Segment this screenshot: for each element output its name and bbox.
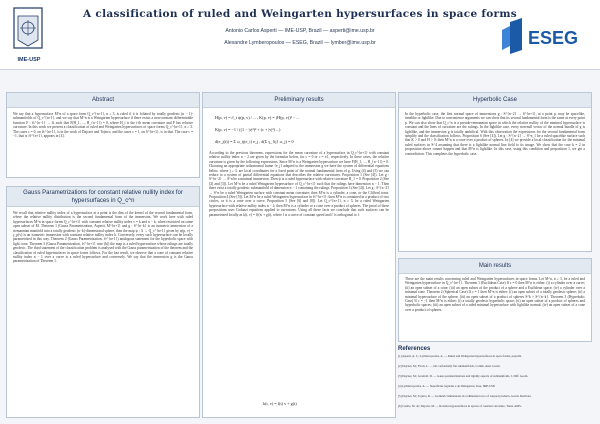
main-results-heading: Main results xyxy=(399,259,591,274)
hyperbolic-heading: Hyperbolic Case xyxy=(399,93,591,108)
preliminary-heading: Preliminary results xyxy=(203,93,395,108)
equation-parametrization: k(t, v) = f(t) v + g(t) xyxy=(263,401,297,406)
reference-item: [3] Dajczer, M.; Gromoll, D. — Gauss parametrizations and rigidity aspects of submanifolds, J. Diff. Geom. xyxy=(398,374,529,378)
poster-header xyxy=(0,0,600,70)
equation-relative-curvature: K(p, v) = −1 / ((1 − |v|²)² + (c + |v|²) ...) xyxy=(215,127,281,132)
author-line-1: Antonio Carlos Asperti — IME-USP, Brazil — asperti@ime.usp.br xyxy=(225,28,375,34)
main-results-panel xyxy=(398,258,592,342)
eseg-logo xyxy=(498,16,588,56)
preliminary-panel xyxy=(202,92,396,418)
abstract-panel xyxy=(6,92,200,178)
references-heading: References xyxy=(398,346,431,352)
reference-item: [5] Dajczer, M.; Tojeiro, R. — Isometric immersions in codimension two of warped products, Geom. Dedicata. xyxy=(398,394,532,398)
ime-usp-caption: IME-USP xyxy=(17,57,41,63)
equation-frame-system: d(e_j(t)) = Σ ω_ij(e_i) e_j , d(Σ γ_{ij} ω_j) = 0 xyxy=(215,139,294,144)
reference-item: [6] Carmo, M. do; Dajczer, M. — Rotation hypersurfaces in spaces of constant curvature, Trans. AMS. xyxy=(398,404,522,408)
reference-item: [2] Dajczer, M.; Florit, L. — On conformally flat submanifolds, Comm. Anal. Geom. xyxy=(398,364,501,368)
author-line-2: Alexandre Lymberopoulos — ESEG, Brazil — lymber@ime.usp.br xyxy=(224,40,376,46)
hyperbolic-panel xyxy=(398,92,592,252)
gauss-heading: Gauss Parametrizations for constant relative nullity index for hypersurfaces in Q_c^n xyxy=(7,187,199,207)
main-results-text: These are the main results concerning ruled and Weingarten hypersurfaces in space forms. Let M^n, n ≥ 3, be a ruled and Weingarten hypersurface in Q_c^{n+1}. Theorem 1 (Euclidean Case) If c = 0 then M^n is either: (i) a cylinder over a curve; (ii) an open subset of a cone; (iii) an open subset of the product of a sphere and a Euclidean space; (iv) a cylinder over a minimal cone. Theorem 2 (Spherical Case) If c = 1 then M^n is either: (i) an open subset of a totally geodesic sphere; (ii) a minimal hypersurface of the sphere; (iii) an open subset of a product of spheres S^k × S^{n−k}. Theorem 3 (Hyperbolic Case) If c = −1 then M^n is either: (i) a totally geodesic hyperbolic space; (ii) an open subset of a product of spheres and hyperbolic spaces; (iii) an open subset of a ruled minimal hypersurface with lightlike normal; (iv) an open subset of a cone over a product of spheres. xyxy=(405,277,585,312)
gauss-panel xyxy=(6,186,200,418)
abstract-text: We say that a hypersurface M^n of a space form Q_c^{n+1}, n ≥ 3, is ruled if it is foliated by totally geodesic (n − 1)-submanifolds of Q_c^{n+1}, and we say that M^n is a Weingarten hypersurface if there exists a non-constant differentiable function F : ℝ^{n−1} → ℝ such that F(H_1, ..., H_{n−1}) = 0, where H_i is the i-th mean curvature and F has relative curvature. In this work we present a classification of ruled and Weingarten hypersurfaces of space forms Q_c^{n+1}, n ≥ 3. The cases c = 0, on ℝ^{n+1}, is in the work of Dajczer and Tojeiro, and the cases c = 1, on S^{n+1}, is in that. The case c = −1, that is ℍ^{n+1}, appears in [4]. xyxy=(13,112,193,139)
reference-item: [1] Asperti, A. C.; Lymberopoulos, A. — Ruled and Weingarten hypersurfaces in space forms, preprint. xyxy=(398,354,522,358)
ime-usp-logo xyxy=(8,6,48,56)
hyperbolic-text: In the hyperbolic case, the first normal space of immersions g : S^{n−2} → S^{n+1}, at a point p, may be spacelike, timelike or lightlike. Due to convenience arguments we can show that its second fundamental form is the same at every point p. We can also show that Q_c^n is a pseudo-riemannian space in which the relative nullity of the minimal hypersurface is constant and the lines of curvature are the rulings. In the lightlike case, every non-null vector of the normal bundle of g is lightlike, and the immersion g is totally umbilical. With this observation the expressions for the second fundamental form simplify and the classification follows. Proposition 6 (See [4]). Let g : S^{n−2} → S^n_1 be a ruled spacelike surface such that K > 0 and H > 0; then M^n is a cone over a product of spheres. In [4] we provide a local classification for the minimal ruled surfaces in S^4 assuming that there is a lightlike normal line field to its image. We show that the case k = 2 in proposition above cannot happen and that M^n is lightlike. In this case, using this condition and proposition 1, we get a contradiction. This completes the hyperbolic case. xyxy=(405,112,585,156)
gauss-text: We recall that relative nullity index of a hypersurface at a point is the dim of the kernel of the second fundamental form, where the relative nullity distribution is the second fundamental form of the immersion. We work here with ruled hypersurfaces M^n in space forms Q_c^{n+1} with constant relative nullity index ν = k and n − k, when restricted on some open subset of M. Theorem 1 (Gauss Parametrization, Asperti, M^{n+1} and g : S^{n−k} is an isometric immersion of a riemannian manifold into a totally geodesic (n−k)-dimensional sphere, then the map ψ : Λ → Q_c^{n+1} given by ψ(p, v) = γ_p(v) is an isometric immersion with constant relative nullity index k. Conversely, every such hypersurface can be locally parametrized in this way. Theorem 2 (Gauss Parametrization, ℍ^{n+1}) analogous statement for the hyperbolic space with light cone. Theorem 3 (Gauss Parametrization, ℍ^{n+1} case (b)) the map is a ruled hypersurface whose rulings are totally geodesic. The third statement of the classification problem is analysed with the Gauss parametrization of the theorem and the classification of ruled hypersurfaces in space forms follows. For the last result, we observe that a cone of constant relative nullity index n − 1 over a curve is a ruled hypersurface and conversely. We say that the immersion g is the Gauss parametrization of Theorem 1. xyxy=(13,211,193,264)
reference-item: [4] Lymberopoulos, A. — Superfícies regradas e de Weingarten, Tese, IME-USP. xyxy=(398,384,496,388)
eseg-logo-text: ESEG xyxy=(528,28,579,48)
equation-mean-curvature: H(p, v) = ∂_t ψ(p, v) / ... , K(p, v) = (H(p, v))² − ... xyxy=(215,115,300,120)
poster-title: A classification of ruled and Weingarten hypersurfaces in space forms xyxy=(83,8,517,20)
preliminary-text: According to the previous theorems, expressions for the mean curvature of a hypersurface in Q_c^{n+1} with constant relative nullity index n − 2 are given by the formulas below, for c = 0 or c = ±1, respectively. In these cases, the relative curvature is given by the following expressions. Since M^n is a Weingarten hypersurface we have F(H_1, ..., H_{n−1}) = 0. Choosing an appropriate orthonormal frame {e_j} adapted to the immersion g we have the system of differential equations below, where j ≥ 3, are local coordinates for a fixed point of the normal fundamental form of g. Using (4) and (5) we can reduce to a system of partial differential equations that describes the relative curvatures. Proposition 1 (See [4]). Let g : S^{n−2} → S^n be a minimal immersion. Then ψ is a ruled hypersurface with relative curvature H_1 = 0. Proposition 2 (See [2] and [3]). Let M^n be a ruled Weingarten hypersurface of Q_c^{n+1} such that the rulings have dimension n − 1. Then there exist a totally geodesic submanifold of dimension n − 1 containing the rulings. Proposition 3 (See [4]). Let g : S^{n−2} → S^n be a ruled Weingarten surface with constant mean curvature; then M^n is a cylinder, a cone, or the Clifford torus. Proposition 4 (See [5]). Let M^n be a ruled Weingarten hypersurface in ℍ^{n+1}; then M^n is contained in a product of two circles, or it is a cone over a curve. Proposition 5 (See [6] and [8]). Let Q_c^{n+1}, n ≥ 3, be a ruled Weingarten hypersurface with relative nullity index n − 2; then M^n is a cylinder or a cone over a product of spheres. The proof of these propositions uses Codazzi equations applied to curvatures. Using all these facts we conclude that such surfaces can be parametrized locally as k(t, v) = f(t)v + g(t), where f is a curve of constant speed and f' is orthogonal to f. xyxy=(209,151,389,217)
abstract-heading: Abstract xyxy=(7,93,199,108)
